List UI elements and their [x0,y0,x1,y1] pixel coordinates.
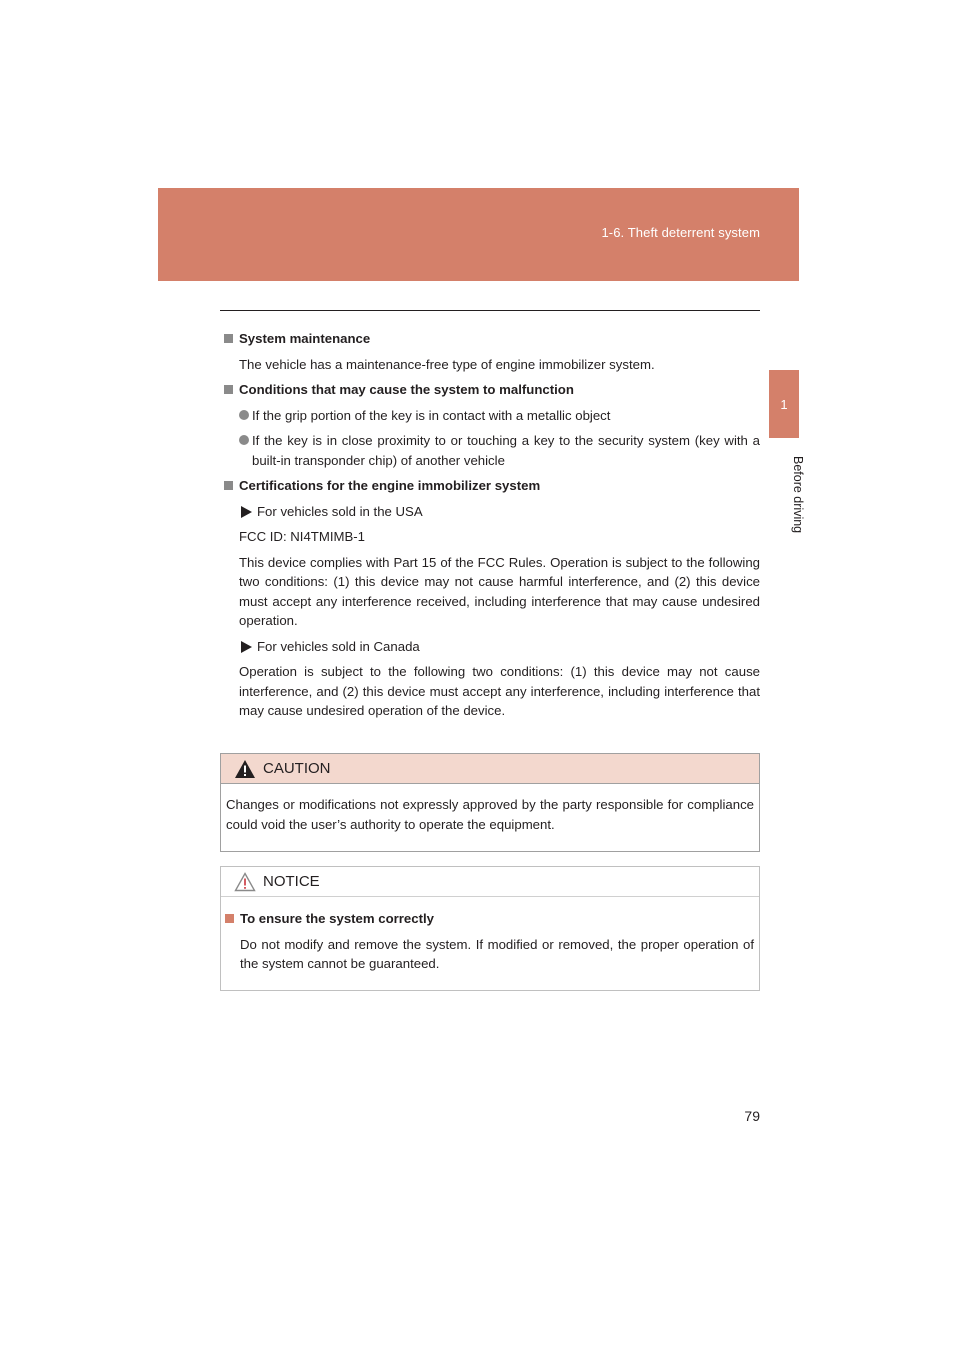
usa-compliance-text: This device complies with Part 15 of the FCC Rules. Operation is subject to the following two conditions: (1) this device may not cause harmful interference, and (2) this device must accept any interference received, including interference that may cause undesired operation. [239,554,760,628]
chapter-label: Before driving [791,456,805,534]
caution-box [220,753,760,852]
list-item: If the key is in close proximity to or touching a key to the security system (key with a built-in transponder chip) of another vehicle [239,431,760,470]
chapter-number: 1 [780,396,788,412]
triangle-pointer-icon [241,506,252,518]
page-number: 79 [744,1108,760,1124]
notice-header [221,867,759,897]
square-bullet-icon [224,334,233,343]
section-heading-certifications: Certifications for the engine immobilizer system [224,476,760,496]
section-heading-maintenance: System maintenance [224,329,760,349]
notice-text: Do not modify and remove the system. If modified or removed, the proper operation of the system cannot be guaranteed. [240,936,754,971]
square-bullet-icon [224,481,233,490]
section-title: 1-6. Theft deterrent system [601,225,760,240]
warning-triangle-outline-icon [234,872,256,892]
list-item: If the grip portion of the key is in contact with a metallic object [239,406,760,426]
canada-compliance-text: Operation is subject to the following two conditions: (1) this device may not cause interference, and (2) this device must accept any interference, including interference that may cause undesired operation of the device. [239,664,760,718]
warning-triangle-icon [234,759,256,779]
top-rule [220,310,760,311]
notice-box [220,866,760,991]
section-heading-malfunction: Conditions that may cause the system to malfunction [224,380,760,400]
triangle-pointer-icon [241,641,252,653]
caution-text: Changes or modifications not expressly approved by the party responsible for compliance could void the user’s authority to operate the equipment. [226,797,754,832]
notice-content [221,897,759,974]
usa-subheading: For vehicles sold in the USA [239,502,760,522]
notice-label: NOTICE [263,873,320,890]
caution-label: CAUTION [263,760,331,777]
square-bullet-icon [224,385,233,394]
caution-header [221,754,759,784]
circle-bullet-icon [239,410,249,420]
square-bullet-icon [225,914,234,923]
circle-bullet-icon [239,435,249,445]
canada-subheading: For vehicles sold in Canada [239,637,760,657]
header-band [158,188,799,281]
main-content [224,329,760,721]
maintenance-text: The vehicle has a maintenance-free type of engine immobilizer system. [239,356,655,372]
notice-heading: To ensure the system correctly [225,909,754,929]
fcc-id: FCC ID: NI4TMIMB-1 [239,529,366,544]
chapter-tab [769,370,799,438]
